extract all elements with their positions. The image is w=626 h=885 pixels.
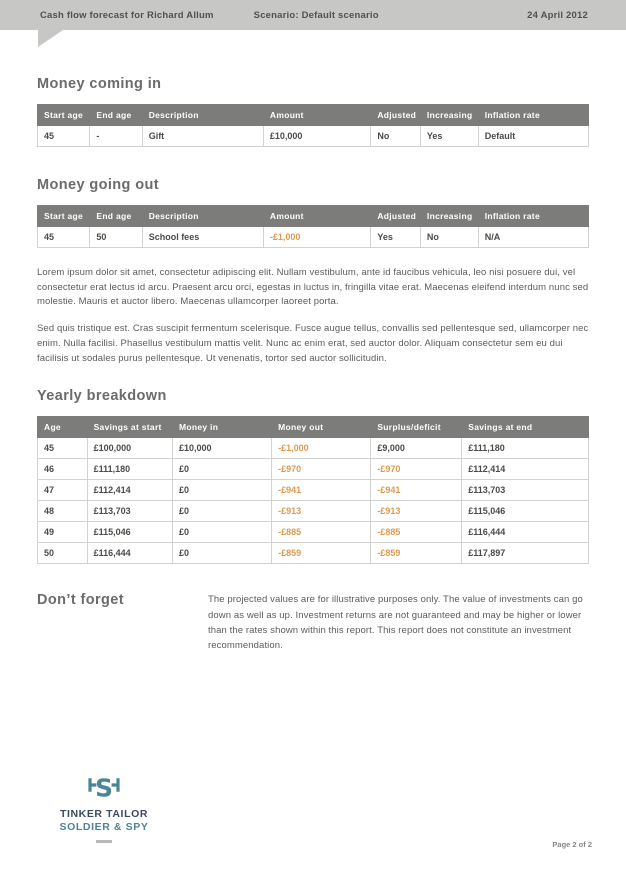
table-cell: £0 bbox=[172, 543, 271, 564]
column-header: Description bbox=[142, 105, 263, 126]
table-cell: -£913 bbox=[272, 501, 371, 522]
report-title: Cash flow forecast for Richard Allum bbox=[40, 9, 214, 21]
table-cell: -£941 bbox=[272, 480, 371, 501]
company-logo bbox=[58, 774, 150, 843]
brand-name-line2: SOLDIER & SPY bbox=[59, 821, 149, 833]
table-cell: -£1,000 bbox=[263, 227, 370, 248]
table-row bbox=[38, 543, 589, 564]
table-cell: -£859 bbox=[371, 543, 462, 564]
table-cell: Gift bbox=[142, 126, 263, 147]
column-header: Increasing bbox=[420, 105, 478, 126]
body-paragraph-2: Sed quis tristique est. Cras suscipit fermentum scelerisque. Fusce augue tellus, convallis sed pellentesque sed, ullamcorper nec enim. Nulla facilisi. Phasellus vestibulum mattis velit. Nunc ac enim erat, sed auctor dolor. Aliquam consectetur sem eu dui facilisis ut sodales purus pellentesque. Ut venenatis, tortor sed auctor sollicitudin. bbox=[37, 323, 589, 364]
column-header: End age bbox=[90, 105, 142, 126]
dont-forget-heading: Don’t forget bbox=[37, 592, 124, 609]
table-cell: -£970 bbox=[371, 459, 462, 480]
table-cell: 50 bbox=[38, 543, 88, 564]
table-row bbox=[38, 227, 589, 248]
table-cell: £10,000 bbox=[172, 438, 271, 459]
speech-tail-decoration bbox=[38, 30, 63, 47]
report-date: 24 April 2012 bbox=[527, 9, 588, 21]
table-cell: £111,180 bbox=[87, 459, 172, 480]
table-cell: No bbox=[420, 227, 478, 248]
table-cell: Yes bbox=[420, 126, 478, 147]
table-cell: £0 bbox=[172, 522, 271, 543]
table-cell: 47 bbox=[38, 480, 88, 501]
table-cell: £112,414 bbox=[87, 480, 172, 501]
column-header: Surplus/deficit bbox=[371, 417, 462, 438]
table-cell: - bbox=[90, 126, 142, 147]
table-header-row bbox=[38, 105, 589, 126]
table-cell: 49 bbox=[38, 522, 88, 543]
table-header-row bbox=[38, 206, 589, 227]
column-header: Age bbox=[38, 417, 88, 438]
table-cell: £115,046 bbox=[87, 522, 172, 543]
table-cell: Yes bbox=[371, 227, 421, 248]
table-row bbox=[38, 501, 589, 522]
brand-name-line1: TINKER TAILOR bbox=[59, 808, 149, 820]
table-cell: £112,414 bbox=[462, 459, 589, 480]
table-cell: £115,046 bbox=[462, 501, 589, 522]
table-cell: -£941 bbox=[371, 480, 462, 501]
table-row bbox=[38, 438, 589, 459]
column-header: Adjusted bbox=[371, 206, 421, 227]
column-header: Amount bbox=[263, 105, 370, 126]
table-cell: £116,444 bbox=[462, 522, 589, 543]
brand-smallprint-decoration bbox=[96, 840, 112, 843]
scenario-label: Scenario: Default scenario bbox=[253, 9, 379, 21]
table-cell: School fees bbox=[142, 227, 263, 248]
page-number: Page 2 of 2 bbox=[552, 840, 592, 849]
brand-monogram-icon bbox=[80, 774, 128, 804]
table-cell: £100,000 bbox=[87, 438, 172, 459]
column-header: End age bbox=[90, 206, 142, 227]
section-heading-yearly-breakdown: Yearly breakdown bbox=[37, 388, 167, 405]
table-cell: -£913 bbox=[371, 501, 462, 522]
table-cell: £0 bbox=[172, 480, 271, 501]
table-cell: -£885 bbox=[272, 522, 371, 543]
column-header: Savings at start bbox=[87, 417, 172, 438]
column-header: Money in bbox=[172, 417, 271, 438]
column-header: Inflation rate bbox=[478, 105, 588, 126]
table-row bbox=[38, 480, 589, 501]
table-row bbox=[38, 459, 589, 480]
money-in-table bbox=[37, 104, 589, 147]
table-cell: 50 bbox=[90, 227, 142, 248]
table-cell: 45 bbox=[38, 126, 90, 147]
table-header-row bbox=[38, 417, 589, 438]
table-cell: 46 bbox=[38, 459, 88, 480]
column-header: Adjusted bbox=[371, 105, 421, 126]
table-cell: 45 bbox=[38, 438, 88, 459]
body-paragraph-1: Lorem ipsum dolor sit amet, consectetur adipiscing elit. Nullam vestibulum, ante id faucibus vehicula, leo nisi posuere dui, vel consectetur erat lectus id arcu. Praesent arcu orci, egestas in luctus in, fringilla vitae erat. Maecenas eleifend interdum nunc sed molestie. Mauris et auctor libero. Maecenas ullamcorper laoreet porta. bbox=[37, 267, 589, 308]
column-header: Inflation rate bbox=[478, 206, 588, 227]
table-cell: -£885 bbox=[371, 522, 462, 543]
dont-forget-section bbox=[37, 592, 589, 653]
section-heading-money-out: Money going out bbox=[37, 177, 159, 193]
column-header: Description bbox=[142, 206, 263, 227]
table-cell: £117,897 bbox=[462, 543, 589, 564]
table-cell: N/A bbox=[478, 227, 588, 248]
section-heading-money-in: Money coming in bbox=[37, 76, 162, 92]
column-header: Money out bbox=[272, 417, 371, 438]
table-cell: £9,000 bbox=[371, 438, 462, 459]
yearly-breakdown-table bbox=[37, 416, 589, 564]
column-header: Amount bbox=[263, 206, 370, 227]
table-row bbox=[38, 522, 589, 543]
table-cell: 48 bbox=[38, 501, 88, 522]
column-header: Start age bbox=[38, 105, 90, 126]
disclaimer-text: The projected values are for illustrative purposes only. The value of investments can go down as well as up. Investment returns are not guaranteed and may be higher or lower than the rates shown within this report. This report does not constitute an investment recommendation. bbox=[208, 594, 583, 651]
table-cell: £0 bbox=[172, 459, 271, 480]
column-header: Savings at end bbox=[462, 417, 589, 438]
table-cell: -£970 bbox=[272, 459, 371, 480]
column-header: Start age bbox=[38, 206, 90, 227]
table-cell: 45 bbox=[38, 227, 90, 248]
report-header-bar bbox=[0, 0, 626, 30]
money-out-table bbox=[37, 205, 589, 248]
svg-text:S: S bbox=[95, 774, 113, 803]
table-row bbox=[38, 126, 589, 147]
table-cell: -£1,000 bbox=[272, 438, 371, 459]
column-header: Increasing bbox=[420, 206, 478, 227]
table-cell: No bbox=[371, 126, 421, 147]
table-cell: £10,000 bbox=[263, 126, 370, 147]
table-cell: £111,180 bbox=[462, 438, 589, 459]
page-content bbox=[37, 76, 589, 653]
table-cell: £116,444 bbox=[87, 543, 172, 564]
table-cell: Default bbox=[478, 126, 588, 147]
table-cell: £0 bbox=[172, 501, 271, 522]
table-cell: £113,703 bbox=[462, 480, 589, 501]
table-cell: -£859 bbox=[272, 543, 371, 564]
table-cell: £113,703 bbox=[87, 501, 172, 522]
